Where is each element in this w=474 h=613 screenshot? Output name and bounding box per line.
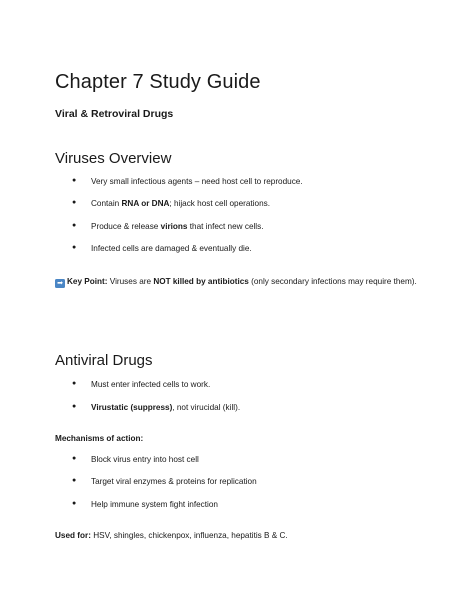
bullet-icon: ● xyxy=(72,403,77,410)
list-item-text: Must enter infected cells to work. xyxy=(91,380,211,389)
bullet-icon: ● xyxy=(72,177,77,184)
bullet-icon: ● xyxy=(72,500,77,507)
list-item-text: Produce & release virions that infect new cells. xyxy=(91,222,264,231)
list-item-text: Contain RNA or DNA; hijack host cell operations. xyxy=(91,199,270,208)
bullet-icon: ● xyxy=(72,222,77,229)
bullet-icon: ● xyxy=(72,380,77,387)
list-item-text: Infected cells are damaged & eventually die. xyxy=(91,244,252,253)
list-item-text: Very small infectious agents – need host cell to reproduce. xyxy=(91,177,303,186)
used-for-line: Used for: HSV, shingles, chickenpox, influenza, hepatitis B & C. xyxy=(55,531,288,540)
mechanisms-heading: Mechanisms of action: xyxy=(55,434,144,443)
bullet-icon: ● xyxy=(72,455,77,462)
page-subtitle: Viral & Retroviral Drugs xyxy=(55,108,174,120)
section-heading-antiviral-drugs: Antiviral Drugs xyxy=(55,352,153,369)
list-item-text: Target viral enzymes & proteins for replication xyxy=(91,477,257,486)
bullet-icon: ● xyxy=(72,199,77,206)
arrow-right-icon: ➡ xyxy=(55,279,65,288)
list-item-text: Block virus entry into host cell xyxy=(91,455,199,464)
bullet-icon: ● xyxy=(72,244,77,251)
list-item-text: Virustatic (suppress), not virucidal (kill). xyxy=(91,403,241,412)
key-point-paragraph: ➡ Key Point: Viruses are NOT killed by antibiotics (only secondary infections may require them). xyxy=(55,276,420,288)
list-item-text: Help immune system fight infection xyxy=(91,500,218,509)
page-title: Chapter 7 Study Guide xyxy=(55,71,261,93)
bullet-icon: ● xyxy=(72,477,77,484)
section-heading-viruses-overview: Viruses Overview xyxy=(55,150,172,167)
